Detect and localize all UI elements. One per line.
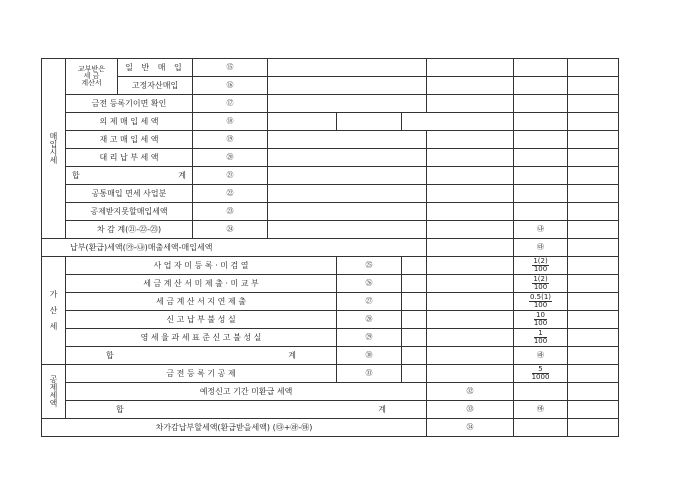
cash-register-deduction-label: 금 전 등 록 기 공 제	[66, 365, 337, 383]
amount-cell[interactable]	[402, 293, 427, 311]
rate-cell: $\frac{1(2)}{100}$	[514, 257, 568, 275]
amount-cell[interactable]	[268, 95, 427, 113]
right-cell[interactable]	[568, 383, 619, 401]
line-code: ㉝	[427, 401, 514, 419]
tax-cell[interactable]	[427, 239, 514, 257]
tax-cell[interactable]	[427, 149, 514, 167]
amount-cell[interactable]	[402, 113, 514, 131]
line-code: ㉛	[337, 365, 402, 383]
line-code: ⑮	[193, 59, 268, 77]
cash-register-label: 금전 등록기이면 확인	[66, 95, 193, 113]
surcharge-row-4	[42, 311, 619, 329]
zero-rate-report-failure-label: 영 세 율 과 세 표 준 신 고 불 성 실	[66, 329, 337, 347]
payable-label: 납부(환급)세액(㉮-㉯)매출세액-매입세액	[42, 239, 427, 257]
purchase-row-8	[42, 185, 619, 203]
amount-cell[interactable]	[268, 59, 427, 77]
right-code: ㉲	[514, 401, 568, 419]
proxy-payment-label: 대 리 납 부 세 액	[66, 149, 193, 167]
rate-cell	[514, 185, 568, 203]
common-purchase-exempt-label: 공통매입 면세 사업분	[66, 185, 193, 203]
tax-cell[interactable]	[427, 59, 514, 77]
deduction-row-1	[42, 365, 619, 383]
amount-cell[interactable]	[402, 257, 427, 275]
final-payable-row	[42, 419, 619, 437]
tax-cell[interactable]	[427, 347, 514, 365]
purchase-row-3	[42, 95, 619, 113]
amount-cell[interactable]	[402, 329, 427, 347]
right-cell[interactable]	[568, 203, 619, 221]
purchase-row-7	[42, 167, 619, 185]
line-code: ⑯	[193, 77, 268, 95]
purchase-subtotal-label: 합 계	[66, 167, 193, 185]
right-cell[interactable]	[568, 275, 619, 293]
tax-cell[interactable]	[427, 311, 514, 329]
tax-cell[interactable]	[427, 329, 514, 347]
rate-cell: $\frac{1(2)}{100}$	[514, 275, 568, 293]
inventory-purchase-label: 재 고 매 입 세 액	[66, 131, 193, 149]
line-code: ㉜	[427, 383, 514, 401]
surcharge-section-label: 가 산 세	[42, 257, 66, 365]
general-purchase-label: 일 반 매 입	[118, 59, 193, 77]
line-code: ⑳	[193, 149, 268, 167]
tax-cell[interactable]	[427, 365, 514, 383]
line-code: ㉞	[427, 419, 514, 437]
invoice-received-label: 교부받은 세 금 계산서	[66, 59, 118, 95]
right-cell[interactable]	[568, 149, 619, 167]
surcharge-row-3	[42, 293, 619, 311]
amount-cell[interactable]	[402, 365, 427, 383]
rate-cell: $\frac{1}{100}$	[514, 329, 568, 347]
amount-cell[interactable]	[268, 149, 427, 167]
purchase-row-4	[42, 113, 619, 131]
deduction-total-label: 합 계	[66, 401, 427, 419]
line-code: ㉔	[193, 221, 268, 239]
right-cell[interactable]	[568, 401, 619, 419]
right-cell[interactable]	[568, 311, 619, 329]
line-code: ⑱	[193, 113, 268, 131]
non-deductible-purchase-label: 공제받지못할매입세액	[66, 203, 193, 221]
unregistered-business-label: 사 업 자 미 등 록 · 미 검 열	[66, 257, 337, 275]
rate-cell: $\frac{5}{1000}$	[514, 365, 568, 383]
rate-cell	[514, 149, 568, 167]
line-code: ⑰	[193, 95, 268, 113]
tax-cell[interactable]	[514, 113, 568, 131]
right-cell[interactable]	[568, 329, 619, 347]
right-cell[interactable]	[568, 95, 619, 113]
tax-cell[interactable]	[427, 77, 514, 95]
fixed-asset-purchase-label: 고정자산매입	[118, 77, 193, 95]
tax-cell[interactable]	[427, 167, 514, 185]
net-purchase-label: 차 감 계(㉑-㉒-㉓)	[66, 221, 193, 239]
rate-cell	[514, 419, 568, 437]
report-payment-failure-label: 신 고 납 부 불 성 실	[66, 311, 337, 329]
surcharge-row-2	[42, 275, 619, 293]
tax-cell[interactable]	[427, 221, 514, 239]
tax-cell[interactable]	[427, 257, 514, 275]
line-code: ㉘	[337, 311, 402, 329]
purchase-row-5	[42, 131, 619, 149]
payable-row	[42, 239, 619, 257]
amount-cell[interactable]	[268, 167, 427, 185]
amount-cell[interactable]	[268, 113, 337, 131]
rate-cell	[514, 203, 568, 221]
tax-cell[interactable]	[427, 95, 514, 113]
right-code: ㉰	[514, 239, 568, 257]
deduction-section-label: 공 제 세 액	[42, 365, 66, 419]
deduction-row-3	[42, 401, 619, 419]
right-cell[interactable]	[568, 419, 619, 437]
surcharge-row-6	[42, 347, 619, 365]
purchase-row-10	[42, 221, 619, 239]
right-code: ㉯	[514, 221, 568, 239]
tax-cell[interactable]	[427, 293, 514, 311]
surcharge-row-5	[42, 329, 619, 347]
line-code: ㉙	[337, 329, 402, 347]
rate-cell	[514, 95, 568, 113]
purchase-row-6	[42, 149, 619, 167]
amount-cell[interactable]	[268, 185, 427, 203]
right-cell[interactable]	[568, 293, 619, 311]
right-cell[interactable]	[568, 77, 619, 95]
final-payable-label: 차가감납부할세액(환급받을세액) (㉰+㉱-㉲)	[42, 419, 427, 437]
line-code: ㉕	[337, 257, 402, 275]
line-code: ㉚	[337, 347, 402, 365]
right-cell[interactable]	[568, 167, 619, 185]
deduction-row-2	[42, 383, 619, 401]
line-code: ㉑	[193, 167, 268, 185]
tax-cell[interactable]	[427, 275, 514, 293]
rate-cell	[514, 167, 568, 185]
amount-cell[interactable]	[268, 221, 427, 239]
invoice-not-submitted-label: 세 금 계 산 서 미 제 출 · 미 교 부	[66, 275, 337, 293]
rate-cell: $\frac{10}{100}$	[514, 311, 568, 329]
amount-cell[interactable]	[402, 311, 427, 329]
line-code: ㉓	[193, 203, 268, 221]
vat-return-form-table	[41, 58, 619, 437]
amount-cell[interactable]	[268, 131, 427, 149]
line-code: ⑲	[193, 131, 268, 149]
amount-cell[interactable]	[268, 203, 427, 221]
rate-cell	[514, 77, 568, 95]
tax-cell[interactable]	[427, 203, 514, 221]
right-cell[interactable]	[568, 185, 619, 203]
tax-cell[interactable]	[427, 131, 514, 149]
purchase-section-label: 매 입 시 세	[42, 59, 66, 239]
surcharge-total-label: 합 계	[66, 347, 337, 365]
line-code: ㉖	[337, 275, 402, 293]
purchase-row-9	[42, 203, 619, 221]
right-cell[interactable]	[568, 131, 619, 149]
surcharge-row-1	[42, 257, 619, 275]
amount-cell[interactable]	[268, 77, 427, 95]
right-cell[interactable]	[568, 257, 619, 275]
purchase-row-2	[42, 77, 619, 95]
right-code: ㉱	[514, 347, 568, 365]
right-cell[interactable]	[568, 221, 619, 239]
line-code: ㉒	[193, 185, 268, 203]
right-cell[interactable]	[568, 365, 619, 383]
amount-cell[interactable]	[402, 275, 427, 293]
rate-cell	[568, 113, 619, 131]
unrefunded-preliminary-label: 예정신고 기간 미환급 세액	[66, 383, 427, 401]
invoice-late-submission-label: 세 금 계 산 서 지 연 제 출	[66, 293, 337, 311]
purchase-row-1	[42, 59, 619, 77]
deemed-purchase-label: 의 제 매 입 세 액	[66, 113, 193, 131]
amount-cell[interactable]	[337, 113, 402, 131]
rate-cell	[514, 383, 568, 401]
rate-cell: $\frac{0.5(1)}{100}$	[514, 293, 568, 311]
tax-cell[interactable]	[427, 185, 514, 203]
rate-cell	[514, 131, 568, 149]
rate-cell	[514, 59, 568, 77]
right-cell[interactable]	[568, 347, 619, 365]
amount-cell[interactable]	[402, 347, 427, 365]
right-cell[interactable]	[568, 239, 619, 257]
line-code: ㉗	[337, 293, 402, 311]
right-cell[interactable]	[568, 59, 619, 77]
